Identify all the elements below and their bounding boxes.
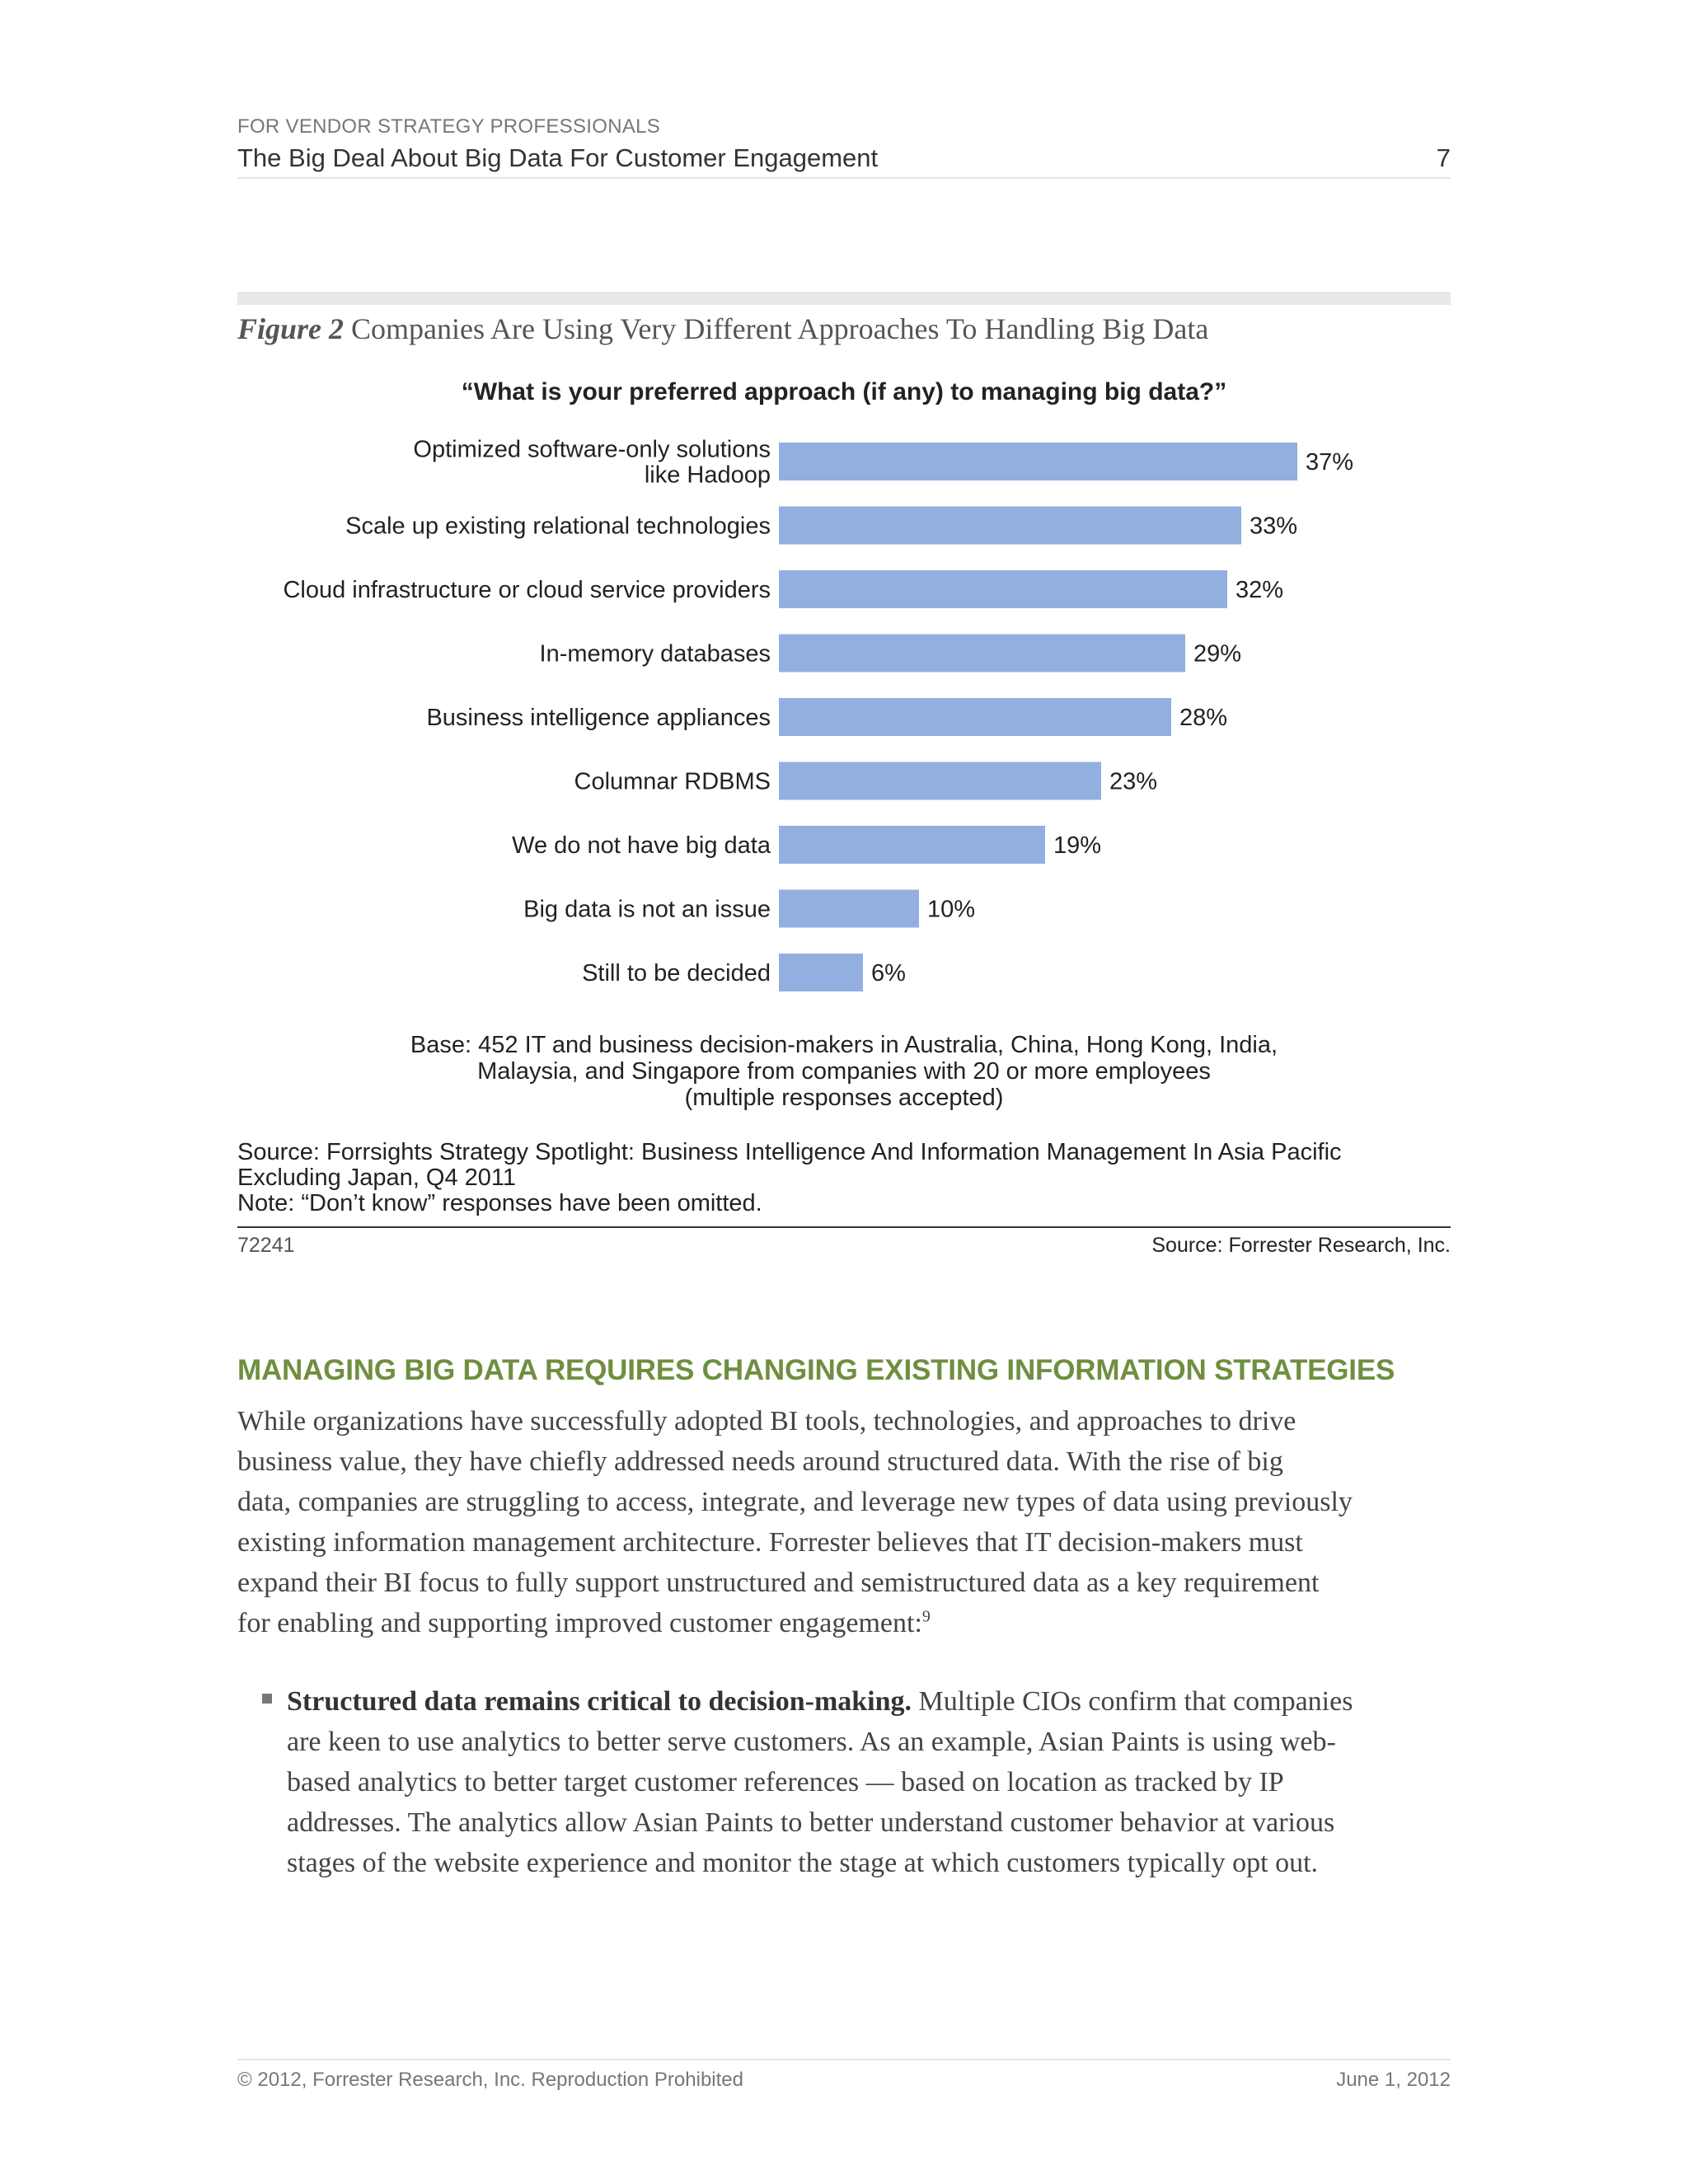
bar-value-label: 33% — [1250, 513, 1298, 540]
figure-label: Figure 2 — [237, 312, 345, 345]
figure-top-band — [237, 292, 1451, 305]
bar-value-label: 23% — [1109, 768, 1158, 795]
bullet-first-line-text: Multiple CIOs confirm that companies — [912, 1686, 1353, 1717]
paragraph-line — [237, 1603, 1451, 1643]
source-line: Note: “Don’t know” responses have been omitted. — [237, 1190, 762, 1216]
running-header-title: The Big Deal About Big Data For Customer Engagement — [237, 143, 879, 172]
base-line: Malaysia, and Singapore from companies with 20 or more employees — [477, 1058, 1211, 1085]
category-label: In-memory databases — [539, 640, 771, 668]
bar — [779, 954, 863, 991]
bar-value-label: 10% — [927, 896, 976, 923]
footnote-ref: 9 — [921, 1607, 931, 1626]
figure-title — [237, 312, 1208, 346]
section-paragraph — [237, 1401, 1451, 1643]
category-label: like Hadoop — [644, 462, 771, 489]
category-label: Optimized software-only solutions — [413, 436, 771, 463]
bar — [779, 443, 1297, 480]
bullet-line: stages of the website experience and monitor the stage at which customers typically opt out. — [287, 1848, 1319, 1878]
page-number: 7 — [1436, 143, 1451, 172]
bullet-paragraph — [287, 1681, 1451, 1883]
chart-question: “What is your preferred approach (if any) to managing big data?” — [461, 378, 1227, 405]
base-line: Base: 452 IT and business decision-makers in Australia, China, Hong Kong, India, — [410, 1032, 1278, 1058]
bar-value-label: 28% — [1179, 705, 1228, 731]
bar — [779, 826, 1045, 864]
base-line: (multiple responses accepted) — [684, 1085, 1004, 1111]
paragraph-line-text: for enabling and supporting improved customer engagement: — [237, 1608, 922, 1638]
figure-title-text: Companies Are Using Very Different Approaches To Handling Big Data — [351, 312, 1209, 345]
category-label: Big data is not an issue — [523, 896, 771, 923]
section-heading: MANAGING BIG DATA REQUIRES CHANGING EXISTING INFORMATION STRATEGIES — [237, 1354, 1395, 1386]
bar-value-label: 37% — [1306, 449, 1354, 476]
bar — [779, 762, 1101, 800]
source-line: Excluding Japan, Q4 2011 — [237, 1165, 517, 1191]
footer-copyright: © 2012, Forrester Research, Inc. Reproduction Prohibited — [237, 2069, 743, 2091]
category-label: Columnar RDBMS — [574, 768, 771, 795]
figure-credit: Source: Forrester Research, Inc. — [1151, 1234, 1451, 1257]
category-label: Business intelligence appliances — [426, 705, 771, 731]
bullet-line: based analytics to better target customer references — based on location as tracked by IP — [287, 1767, 1284, 1797]
bar-value-label: 19% — [1053, 832, 1102, 859]
bar — [779, 507, 1241, 545]
chart-base-note — [237, 1032, 1451, 1111]
bar-value-label: 29% — [1193, 640, 1242, 668]
bar — [779, 635, 1185, 673]
paragraph-line: existing information management architecture. Forrester believes that IT decision-makers must — [237, 1527, 1303, 1558]
category-label: Cloud infrastructure or cloud service providers — [283, 577, 771, 603]
figure-source — [237, 1140, 1451, 1216]
paragraph-line: While organizations have successfully adopted BI tools, technologies, and approaches to drive — [237, 1406, 1296, 1436]
category-label: Scale up existing relational technologies — [345, 513, 771, 540]
figure-id: 72241 — [237, 1234, 295, 1257]
bar — [779, 890, 919, 928]
footer-divider — [237, 2059, 1451, 2060]
figure-bottom-rule — [237, 1226, 1451, 1228]
bar-value-label: 32% — [1236, 577, 1284, 603]
bar-chart — [237, 429, 1451, 1005]
paragraph-line: data, companies are struggling to access, integrate, and leverage new types of data using previously — [237, 1487, 1353, 1517]
header-divider — [237, 177, 1451, 179]
bar — [779, 698, 1171, 736]
bar-value-label: 6% — [871, 960, 906, 987]
bullet-line — [287, 1681, 1451, 1722]
footer-date: June 1, 2012 — [1336, 2069, 1451, 2091]
category-label: We do not have big data — [512, 832, 771, 859]
bullet-lead: Structured data remains critical to decision-making. — [287, 1686, 912, 1717]
bullet-square-icon — [262, 1694, 272, 1704]
bar — [779, 570, 1227, 608]
paragraph-line: expand their BI focus to fully support unstructured and semistructured data as a key requirement — [237, 1568, 1320, 1598]
paragraph-line: business value, they have chiefly addressed needs around structured data. With the rise of big — [237, 1446, 1283, 1477]
bullet-line: are keen to use analytics to better serve customers. As an example, Asian Paints is using web- — [287, 1727, 1336, 1757]
bullet-line: addresses. The analytics allow Asian Paints to better understand customer behavior at various — [287, 1807, 1335, 1838]
running-header-kicker: FOR VENDOR STRATEGY PROFESSIONALS — [237, 115, 661, 138]
source-line: Source: Forrsights Strategy Spotlight: Business Intelligence And Information Management In Asia Pacific — [237, 1139, 1342, 1165]
chart-marks — [283, 437, 1353, 992]
category-label: Still to be decided — [582, 960, 771, 987]
